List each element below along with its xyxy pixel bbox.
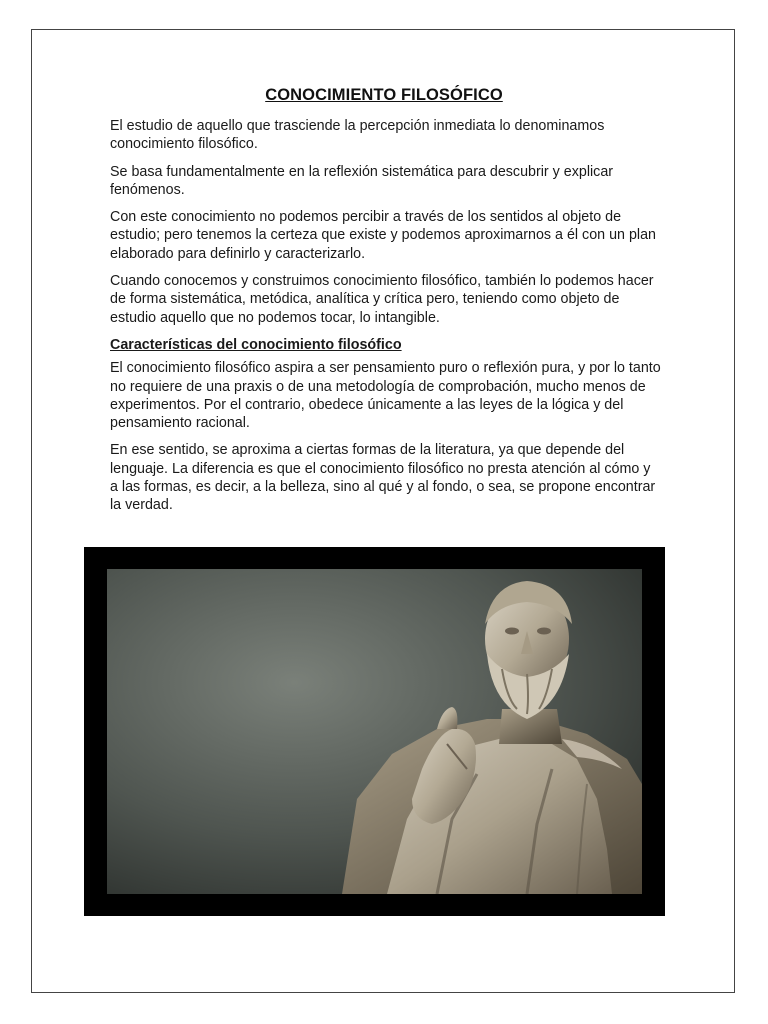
paragraph-characteristics-2: En ese sentido, se aproxima a ciertas formas de la literatura, ya que depende del lenguaje. La diferencia es que el conocimiento filosófico no presta atención al cómo y a las formas, es decir, a la belleza, sino al qué y al fondo, o sea, se propone encontrar la verdad. — [110, 442, 656, 514]
document-body — [110, 117, 662, 524]
paragraph-intro-4: Cuando conocemos y construimos conocimiento filosófico, también lo podemos hacer de forma sistemática, metódica, analítica y crítica pero, teniendo como objeto de estudio aquello que no podemos tocar, lo intangible. — [110, 273, 654, 326]
section-subheading: Características del conocimiento filosófico — [110, 336, 402, 353]
philosopher-statue-image — [107, 569, 642, 894]
figure-frame — [84, 547, 665, 916]
paragraph-intro-1: El estudio de aquello que trasciende la percepción inmediata lo denominamos conocimiento filosófico. — [110, 118, 605, 153]
paragraph-intro-3: Con este conocimiento no podemos percibir a través de los sentidos al objeto de estudio; pero tenemos la certeza que existe y podemos aproximarnos a él con un plan elaborado para definirlo y caracterizarlo. — [110, 209, 656, 262]
paragraph-intro-2: Se basa fundamentalmente en la reflexión sistemática para descubrir y explicar fenómenos. — [110, 163, 614, 198]
document-title: CONOCIMIENTO FILOSÓFICO — [265, 86, 503, 104]
paragraph-characteristics-1: El conocimiento filosófico aspira a ser pensamiento puro o reflexión pura, y por lo tanto no requiere de una praxis o de una metodología de comprobación, mucho menos de experimentos. Por el contrario, obedece únicamente a las leyes de la lógica y del pensamiento racional. — [110, 360, 661, 432]
